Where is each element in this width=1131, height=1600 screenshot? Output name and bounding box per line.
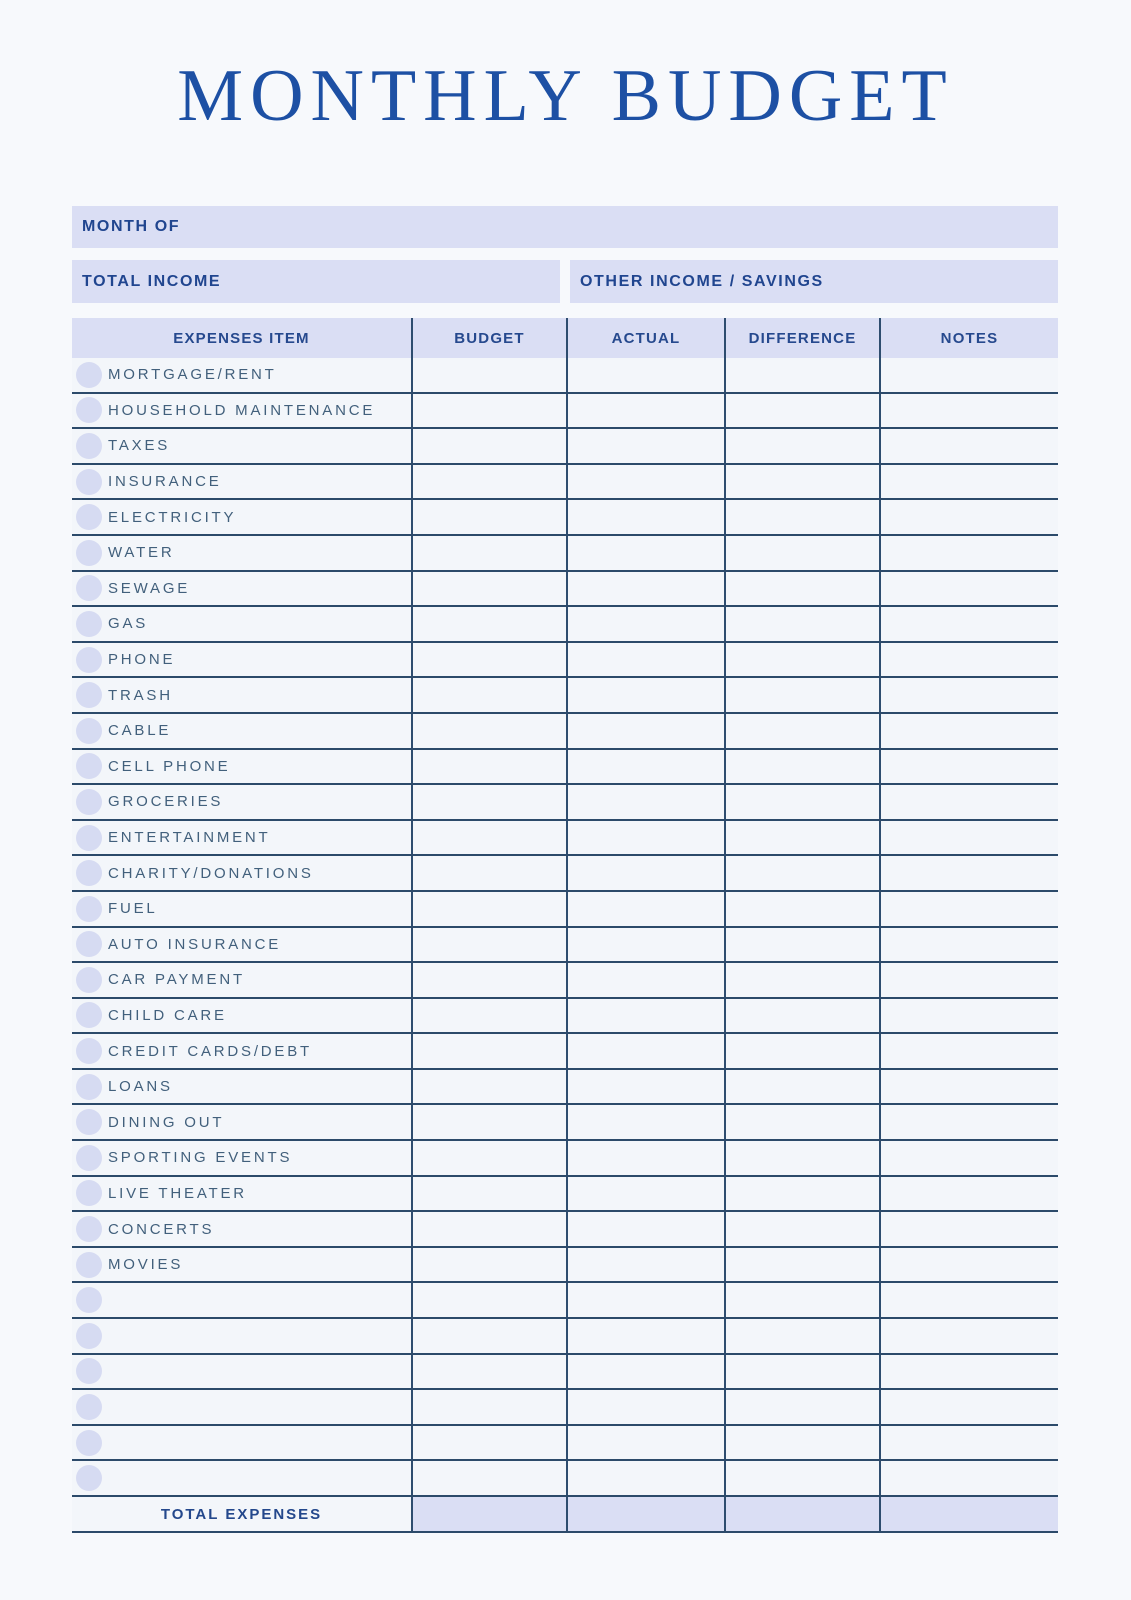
actual-cell bbox=[566, 1141, 724, 1175]
table-row bbox=[72, 358, 1058, 394]
difference-cell bbox=[724, 1461, 879, 1495]
actual-cell bbox=[566, 963, 724, 997]
budget-cell bbox=[411, 1355, 566, 1389]
budget-cell bbox=[411, 856, 566, 890]
expense-item-cell bbox=[72, 678, 411, 712]
actual-cell bbox=[566, 1355, 724, 1389]
bullet-icon bbox=[76, 789, 102, 815]
bullet-icon bbox=[76, 1394, 102, 1420]
actual-cell bbox=[566, 465, 724, 499]
total-income-label: TOTAL INCOME bbox=[82, 272, 222, 290]
difference-cell bbox=[724, 714, 879, 748]
table-row bbox=[72, 500, 1058, 536]
other-income-savings-field bbox=[570, 260, 1058, 303]
actual-cell bbox=[566, 1105, 724, 1139]
actual-cell bbox=[566, 1390, 724, 1424]
notes-cell bbox=[879, 1177, 1058, 1211]
expense-item-cell bbox=[72, 999, 411, 1033]
difference-cell bbox=[724, 1177, 879, 1211]
actual-cell bbox=[566, 643, 724, 677]
expense-item-label: CHILD CARE bbox=[108, 1006, 227, 1024]
notes-cell bbox=[879, 1212, 1058, 1246]
total-actual-cell bbox=[566, 1497, 724, 1531]
difference-cell bbox=[724, 358, 879, 392]
actual-cell bbox=[566, 1283, 724, 1317]
actual-cell bbox=[566, 678, 724, 712]
notes-cell bbox=[879, 821, 1058, 855]
notes-cell bbox=[879, 963, 1058, 997]
actual-cell bbox=[566, 821, 724, 855]
bullet-icon bbox=[76, 967, 102, 993]
table-row bbox=[72, 1177, 1058, 1213]
bullet-icon bbox=[76, 1252, 102, 1278]
actual-cell bbox=[566, 750, 724, 784]
total-notes-cell bbox=[879, 1497, 1058, 1531]
expense-item-cell bbox=[72, 1105, 411, 1139]
budget-cell bbox=[411, 429, 566, 463]
table-row bbox=[72, 1355, 1058, 1391]
table-row bbox=[72, 678, 1058, 714]
bullet-icon bbox=[76, 1358, 102, 1384]
budget-cell bbox=[411, 1283, 566, 1317]
table-row bbox=[72, 1141, 1058, 1177]
notes-cell bbox=[879, 643, 1058, 677]
table-row bbox=[72, 1461, 1058, 1497]
table-row bbox=[72, 643, 1058, 679]
table-row bbox=[72, 1212, 1058, 1248]
actual-cell bbox=[566, 999, 724, 1033]
table-row bbox=[72, 928, 1058, 964]
budget-cell bbox=[411, 1034, 566, 1068]
table-row bbox=[72, 999, 1058, 1035]
difference-cell bbox=[724, 572, 879, 606]
table-row bbox=[72, 536, 1058, 572]
notes-cell bbox=[879, 465, 1058, 499]
notes-cell bbox=[879, 358, 1058, 392]
actual-cell bbox=[566, 928, 724, 962]
table-row bbox=[72, 785, 1058, 821]
total-difference-cell bbox=[724, 1497, 879, 1531]
expense-item-label: HOUSEHOLD MAINTENANCE bbox=[108, 401, 376, 419]
actual-cell bbox=[566, 572, 724, 606]
budget-cell bbox=[411, 1070, 566, 1104]
table-row bbox=[72, 750, 1058, 786]
expense-item-cell bbox=[72, 465, 411, 499]
difference-cell bbox=[724, 1141, 879, 1175]
actual-cell bbox=[566, 1177, 724, 1211]
notes-cell bbox=[879, 999, 1058, 1033]
actual-cell bbox=[566, 358, 724, 392]
notes-cell bbox=[879, 1355, 1058, 1389]
expense-item-label: SPORTING EVENTS bbox=[108, 1149, 293, 1167]
expense-item-cell bbox=[72, 714, 411, 748]
difference-cell bbox=[724, 1319, 879, 1353]
table-row bbox=[72, 465, 1058, 501]
notes-cell bbox=[879, 1141, 1058, 1175]
actual-cell bbox=[566, 892, 724, 926]
actual-cell bbox=[566, 429, 724, 463]
table-row bbox=[72, 1105, 1058, 1141]
budget-cell bbox=[411, 1177, 566, 1211]
difference-cell bbox=[724, 465, 879, 499]
month-of-label: MONTH OF bbox=[82, 218, 181, 235]
difference-cell bbox=[724, 1390, 879, 1424]
difference-cell bbox=[724, 1212, 879, 1246]
total-income-field bbox=[72, 260, 560, 303]
column-header-notes: NOTES bbox=[879, 318, 1058, 358]
expense-item-cell bbox=[72, 1070, 411, 1104]
notes-cell bbox=[879, 856, 1058, 890]
expense-item-label: CELL PHONE bbox=[108, 757, 231, 775]
expenses-table bbox=[72, 318, 1058, 1533]
expense-item-label: GROCERIES bbox=[108, 793, 224, 811]
budget-cell bbox=[411, 928, 566, 962]
bullet-icon bbox=[76, 1216, 102, 1242]
budget-cell bbox=[411, 678, 566, 712]
notes-cell bbox=[879, 429, 1058, 463]
bullet-icon bbox=[76, 575, 102, 601]
bullet-icon bbox=[76, 362, 102, 388]
notes-cell bbox=[879, 500, 1058, 534]
table-header-row bbox=[72, 318, 1058, 358]
budget-cell bbox=[411, 785, 566, 819]
expense-item-label: CREDIT CARDS/DEBT bbox=[108, 1042, 313, 1060]
difference-cell bbox=[724, 1070, 879, 1104]
total-budget-cell bbox=[411, 1497, 566, 1531]
bullet-icon bbox=[76, 1465, 102, 1491]
expense-item-label: ELECTRICITY bbox=[108, 508, 237, 526]
expense-item-label: DINING OUT bbox=[108, 1113, 225, 1131]
expense-item-label: AUTO INSURANCE bbox=[108, 935, 282, 953]
total-expenses-label-cell bbox=[72, 1497, 411, 1531]
expense-item-label: MORTGAGE/RENT bbox=[108, 366, 277, 384]
total-expenses-label: TOTAL EXPENSES bbox=[160, 1505, 323, 1523]
expense-item-cell bbox=[72, 643, 411, 677]
difference-cell bbox=[724, 607, 879, 641]
bullet-icon bbox=[76, 825, 102, 851]
notes-cell bbox=[879, 892, 1058, 926]
budget-sheet bbox=[72, 206, 1058, 1533]
actual-cell bbox=[566, 394, 724, 428]
budget-cell bbox=[411, 1390, 566, 1424]
table-row bbox=[72, 1070, 1058, 1106]
actual-cell bbox=[566, 536, 724, 570]
expense-item-label: INSURANCE bbox=[108, 473, 222, 491]
bullet-icon bbox=[76, 1038, 102, 1064]
expense-item-cell bbox=[72, 1461, 411, 1495]
difference-cell bbox=[724, 999, 879, 1033]
expense-item-cell bbox=[72, 1177, 411, 1211]
budget-cell bbox=[411, 963, 566, 997]
table-row bbox=[72, 1319, 1058, 1355]
expense-item-cell bbox=[72, 607, 411, 641]
budget-cell bbox=[411, 1141, 566, 1175]
bullet-icon bbox=[76, 1145, 102, 1171]
difference-cell bbox=[724, 1105, 879, 1139]
budget-cell bbox=[411, 465, 566, 499]
difference-cell bbox=[724, 963, 879, 997]
expense-item-cell bbox=[72, 785, 411, 819]
expense-item-cell bbox=[72, 821, 411, 855]
table-row bbox=[72, 892, 1058, 928]
total-expenses-row bbox=[72, 1497, 1058, 1533]
other-income-savings-label: OTHER INCOME / SAVINGS bbox=[580, 272, 824, 290]
actual-cell bbox=[566, 1319, 724, 1353]
income-bars bbox=[72, 260, 1058, 303]
column-header-difference: DIFFERENCE bbox=[724, 318, 879, 358]
notes-cell bbox=[879, 536, 1058, 570]
budget-cell bbox=[411, 714, 566, 748]
budget-cell bbox=[411, 892, 566, 926]
bullet-icon bbox=[76, 540, 102, 566]
expense-item-cell bbox=[72, 1212, 411, 1246]
budget-cell bbox=[411, 821, 566, 855]
expense-item-cell bbox=[72, 1355, 411, 1389]
table-row bbox=[72, 1248, 1058, 1284]
table-row bbox=[72, 1426, 1058, 1462]
bullet-icon bbox=[76, 1430, 102, 1456]
expense-item-cell bbox=[72, 892, 411, 926]
actual-cell bbox=[566, 1426, 724, 1460]
expense-item-cell bbox=[72, 572, 411, 606]
notes-cell bbox=[879, 1070, 1058, 1104]
month-of-field bbox=[72, 206, 1058, 248]
expense-item-label: WATER bbox=[108, 544, 175, 562]
difference-cell bbox=[724, 821, 879, 855]
column-header-expenses-item: EXPENSES ITEM bbox=[173, 329, 310, 347]
expense-item-label: SEWAGE bbox=[108, 579, 191, 597]
notes-cell bbox=[879, 714, 1058, 748]
notes-cell bbox=[879, 1105, 1058, 1139]
actual-cell bbox=[566, 607, 724, 641]
notes-cell bbox=[879, 750, 1058, 784]
table-row bbox=[72, 429, 1058, 465]
table-row bbox=[72, 1390, 1058, 1426]
actual-cell bbox=[566, 500, 724, 534]
difference-cell bbox=[724, 1355, 879, 1389]
notes-cell bbox=[879, 678, 1058, 712]
expense-item-cell bbox=[72, 856, 411, 890]
column-header-actual: ACTUAL bbox=[566, 318, 724, 358]
table-body bbox=[72, 358, 1058, 1497]
notes-cell bbox=[879, 1426, 1058, 1460]
expense-item-label: CONCERTS bbox=[108, 1220, 215, 1238]
expense-item-label: TRASH bbox=[108, 686, 173, 704]
difference-cell bbox=[724, 536, 879, 570]
actual-cell bbox=[566, 1070, 724, 1104]
expense-item-label: PHONE bbox=[108, 651, 176, 669]
bullet-icon bbox=[76, 931, 102, 957]
page-title: MONTHLY BUDGET bbox=[177, 55, 954, 137]
difference-cell bbox=[724, 500, 879, 534]
expense-item-label: FUEL bbox=[108, 900, 158, 918]
notes-cell bbox=[879, 607, 1058, 641]
notes-cell bbox=[879, 1319, 1058, 1353]
notes-cell bbox=[879, 928, 1058, 962]
notes-cell bbox=[879, 1283, 1058, 1317]
notes-cell bbox=[879, 1461, 1058, 1495]
bullet-icon bbox=[76, 1287, 102, 1313]
expense-item-cell bbox=[72, 1141, 411, 1175]
notes-cell bbox=[879, 1034, 1058, 1068]
table-row bbox=[72, 714, 1058, 750]
expense-item-cell bbox=[72, 536, 411, 570]
expense-item-cell bbox=[72, 963, 411, 997]
budget-cell bbox=[411, 536, 566, 570]
bullet-icon bbox=[76, 611, 102, 637]
column-header-budget: BUDGET bbox=[411, 318, 566, 358]
bullet-icon bbox=[76, 1109, 102, 1135]
actual-cell bbox=[566, 1212, 724, 1246]
difference-cell bbox=[724, 785, 879, 819]
expense-item-cell bbox=[72, 750, 411, 784]
budget-cell bbox=[411, 394, 566, 428]
notes-cell bbox=[879, 572, 1058, 606]
notes-cell bbox=[879, 1390, 1058, 1424]
expense-item-label: ENTERTAINMENT bbox=[108, 829, 271, 847]
bullet-icon bbox=[76, 1323, 102, 1349]
actual-cell bbox=[566, 785, 724, 819]
bullet-icon bbox=[76, 1074, 102, 1100]
table-row bbox=[72, 394, 1058, 430]
bullet-icon bbox=[76, 1180, 102, 1206]
difference-cell bbox=[724, 856, 879, 890]
difference-cell bbox=[724, 1248, 879, 1282]
budget-cell bbox=[411, 1319, 566, 1353]
budget-cell bbox=[411, 572, 566, 606]
difference-cell bbox=[724, 429, 879, 463]
difference-cell bbox=[724, 750, 879, 784]
difference-cell bbox=[724, 928, 879, 962]
budget-cell bbox=[411, 1461, 566, 1495]
bullet-icon bbox=[76, 1002, 102, 1028]
expense-item-cell bbox=[72, 1426, 411, 1460]
expense-item-cell bbox=[72, 500, 411, 534]
expense-item-cell bbox=[72, 1248, 411, 1282]
expense-item-label: GAS bbox=[108, 615, 149, 633]
table-row bbox=[72, 821, 1058, 857]
bullet-icon bbox=[76, 718, 102, 744]
table-row bbox=[72, 1034, 1058, 1070]
budget-cell bbox=[411, 1426, 566, 1460]
bullet-icon bbox=[76, 647, 102, 673]
difference-cell bbox=[724, 678, 879, 712]
budget-cell bbox=[411, 500, 566, 534]
difference-cell bbox=[724, 394, 879, 428]
difference-cell bbox=[724, 1283, 879, 1317]
bullet-icon bbox=[76, 504, 102, 530]
notes-cell bbox=[879, 394, 1058, 428]
expense-item-cell bbox=[72, 358, 411, 392]
notes-cell bbox=[879, 1248, 1058, 1282]
bullet-icon bbox=[76, 469, 102, 495]
bullet-icon bbox=[76, 860, 102, 886]
budget-cell bbox=[411, 999, 566, 1033]
bullet-icon bbox=[76, 433, 102, 459]
expense-item-cell bbox=[72, 1319, 411, 1353]
expense-item-cell bbox=[72, 394, 411, 428]
expense-item-label: CHARITY/DONATIONS bbox=[108, 864, 314, 882]
table-row bbox=[72, 856, 1058, 892]
expense-item-cell bbox=[72, 1034, 411, 1068]
expense-item-label: MOVIES bbox=[108, 1256, 184, 1274]
actual-cell bbox=[566, 1034, 724, 1068]
expense-item-label: TAXES bbox=[108, 437, 171, 455]
expense-item-label: LOANS bbox=[108, 1078, 173, 1096]
bullet-icon bbox=[76, 896, 102, 922]
budget-cell bbox=[411, 1212, 566, 1246]
bullet-icon bbox=[76, 753, 102, 779]
difference-cell bbox=[724, 1034, 879, 1068]
expense-item-cell bbox=[72, 928, 411, 962]
actual-cell bbox=[566, 1461, 724, 1495]
actual-cell bbox=[566, 1248, 724, 1282]
expense-item-label: CABLE bbox=[108, 722, 172, 740]
budget-cell bbox=[411, 1248, 566, 1282]
expense-item-label: LIVE THEATER bbox=[108, 1184, 247, 1202]
budget-cell bbox=[411, 1105, 566, 1139]
table-row bbox=[72, 963, 1058, 999]
budget-cell bbox=[411, 358, 566, 392]
expense-item-cell bbox=[72, 1283, 411, 1317]
actual-cell bbox=[566, 714, 724, 748]
expense-item-cell bbox=[72, 1390, 411, 1424]
actual-cell bbox=[566, 856, 724, 890]
budget-cell bbox=[411, 607, 566, 641]
bullet-icon bbox=[76, 682, 102, 708]
expense-item-cell bbox=[72, 429, 411, 463]
table-row bbox=[72, 572, 1058, 608]
bullet-icon bbox=[76, 397, 102, 423]
table-row bbox=[72, 1283, 1058, 1319]
difference-cell bbox=[724, 1426, 879, 1460]
difference-cell bbox=[724, 892, 879, 926]
budget-cell bbox=[411, 750, 566, 784]
budget-cell bbox=[411, 643, 566, 677]
notes-cell bbox=[879, 785, 1058, 819]
table-row bbox=[72, 607, 1058, 643]
difference-cell bbox=[724, 643, 879, 677]
expense-item-label: CAR PAYMENT bbox=[108, 971, 245, 989]
